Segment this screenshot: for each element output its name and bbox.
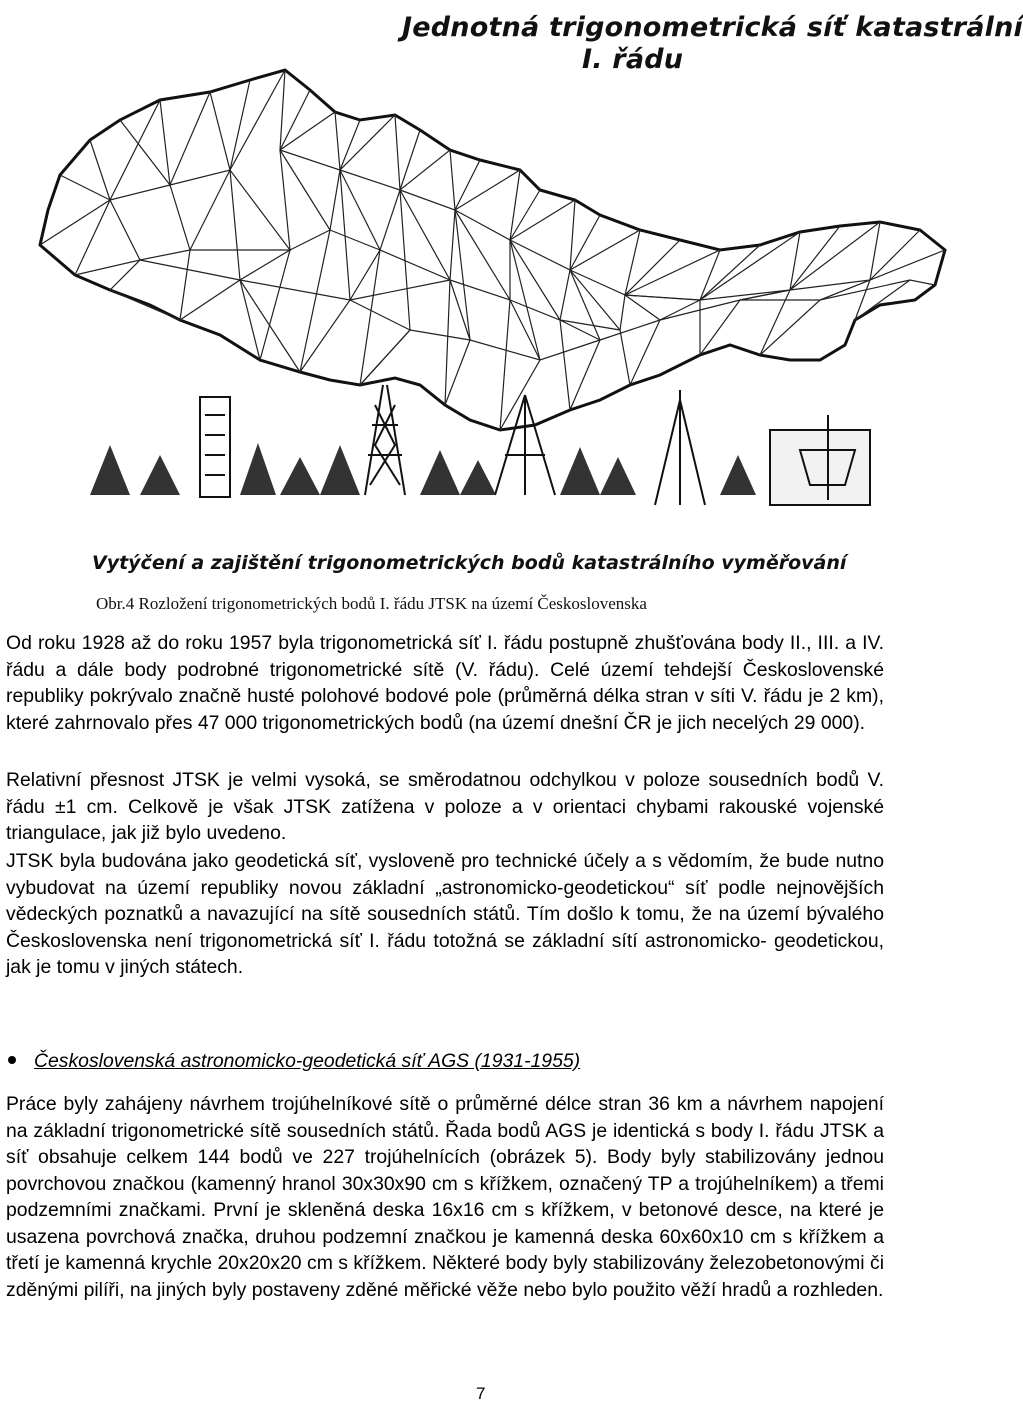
- stone-tower: [200, 397, 230, 497]
- paragraph-jtsk-purpose: JTSK byla budována jako geodetická síť, vysloveně pro technické účely a s vědomím, že bude nutno vybudovat na území republiky novou základní „astronomicko-geodetickou“ síť podle nejnovějších vědeckých poznatků a navazující na sítě sousedních států. Tím došlo k tomu, že na území bývalého Československa není trigonometrická síť I. řádu totožná se základní sítí astronomicko- geodetickou, jak je tomu v jiných státech.: [6, 850, 884, 978]
- survey-marker-diagram: [770, 430, 870, 505]
- section-heading-ags: [6, 1050, 580, 1073]
- figure: [0, 0, 1023, 620]
- figure-title-order: I. řádu: [582, 44, 684, 75]
- figure-caption: Obr.4 Rozložení trigonometrických bodů I. řádu JTSK na území Československa: [96, 594, 647, 613]
- figure-subtitle: Vytýčení a zajištění trigonometrických bodů katastrálního vyměřování: [92, 552, 847, 574]
- signal-tower: [495, 395, 555, 495]
- paragraph-densification: Od roku 1928 až do roku 1957 byla trigonometrická síť I. řádu postupně zhušťována body II., III. a IV. řádu a dále body podrobné trigonometrické sítě (V. řádu). Celé území tehdejší Československé republiky pokrývalo značně husté polohové bodové pole (průměrná délka stran v síti V. řádu je 2 km), které zahrnovalo přes 47 000 trigonometrických bodů (na území dnešní ČR je jich necelých 29 000).: [6, 632, 884, 734]
- figure-title: Jednotná trigonometrická síť katastrální: [402, 12, 1023, 43]
- map-outline: [40, 70, 945, 430]
- page-number: 7: [476, 1384, 486, 1403]
- section-heading-text: Československá astronomicko-geodetická síť AGS (1931-1955): [34, 1050, 581, 1072]
- lattice-tower: [365, 385, 405, 495]
- tripod-signal: [655, 390, 705, 505]
- paragraph-ags: Práce byly zahájeny návrhem trojúhelníkové sítě o průměrné délce stran 36 km a návrhem napojení na základní trigonometrické sítě sousedních států. Řada bodů AGS je identická s body I. řádu JTSK a síť obsahuje celkem 144 bodů ve 227 trojúhelnících (obrázek 5). Body byly stabilizovány jednou povrchovou značkou (kamenný hranol 30x30x90 cm s křížkem, označený TP a trojúhelníkem) a třemi podzemními značkami. První je skleněná deska 16x16 cm s křížkem, v betonové desce, na které je usazena povrchová značka, druhou podzemní značkou je kamenná deska 60x60x10 cm s křížkem a třetí je kamenná krychle 20x20x20 cm s křížkem. Některé body byly stabilizovány železobetonovými či zděnými pilíři, na jiných byly postaveny zděné měřické věže nebo bylo použito věží hradů a rozhleden.: [6, 1093, 884, 1301]
- forest-silhouette: [90, 443, 756, 495]
- paragraph-accuracy: Relativní přesnost JTSK je velmi vysoká, se směrodatnou odchylkou v poloze sousedních bodů V. řádu ±1 cm. Celkově je však JTSK zatížena v poloze a v orientaci chybami rakouské vojenské triangulace, jak již bylo uvedeno.: [6, 769, 884, 844]
- trig-towers-illustration: [0, 385, 960, 505]
- bullet-icon: [8, 1056, 16, 1064]
